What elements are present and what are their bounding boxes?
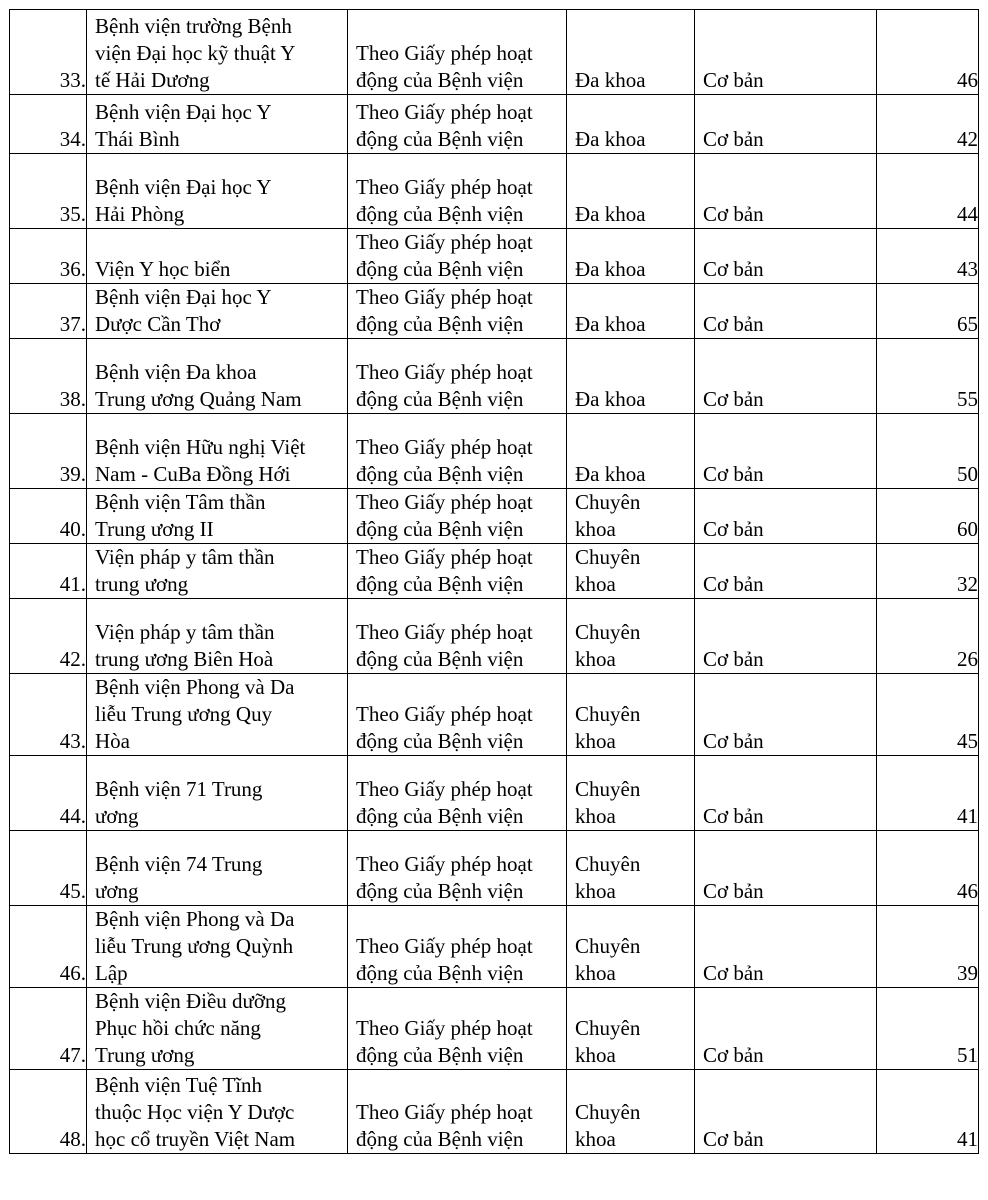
facility-name-line: trung ương Biên Hoà: [95, 647, 274, 671]
facility-name-line: Nam - CuBa Đồng Hới: [95, 462, 291, 486]
facility-type: [567, 95, 695, 154]
row-number: 34.: [10, 95, 87, 154]
facility-type-line: Chuyên: [575, 702, 641, 726]
legal-basis: [348, 489, 567, 544]
facility-name-line: Lập: [95, 961, 128, 985]
facility-type-line: Chuyên: [575, 777, 641, 801]
facility-name-line: Bệnh viện Đa khoa: [95, 360, 257, 384]
legal-basis: [348, 10, 567, 95]
training-level: Cơ bản: [695, 414, 877, 489]
legal-basis: [348, 229, 567, 284]
facility-name-line: Bệnh viện Đại học Y: [95, 285, 272, 309]
facility-name-line: học cổ truyền Việt Nam: [95, 1127, 296, 1151]
facility-name-line: ương: [95, 879, 139, 903]
table-row: [10, 229, 979, 284]
facility-name-line: Hải Phòng: [95, 202, 185, 226]
facility-name-line: Bệnh viện Tuệ Tĩnh: [95, 1073, 263, 1097]
row-number: 48.: [10, 1070, 87, 1154]
legal-basis-line: động của Bệnh viện: [356, 68, 524, 92]
facility-name-line: ương: [95, 804, 139, 828]
table-row: [10, 1070, 979, 1154]
row-number: 46.: [10, 906, 87, 988]
legal-basis-line: Theo Giấy phép hoạt: [356, 1016, 533, 1040]
legal-basis: [348, 284, 567, 339]
table-row: [10, 284, 979, 339]
quota-count: 32: [877, 544, 979, 599]
legal-basis-line: Theo Giấy phép hoạt: [356, 41, 533, 65]
row-number: 36.: [10, 229, 87, 284]
training-level: Cơ bản: [695, 95, 877, 154]
quota-count: 41: [877, 756, 979, 831]
legal-basis-line: động của Bệnh viện: [356, 647, 524, 671]
legal-basis-line: động của Bệnh viện: [356, 257, 524, 281]
legal-basis: [348, 988, 567, 1070]
facility-name-line: Bệnh viện trường Bệnh: [95, 14, 292, 38]
training-level: Cơ bản: [695, 831, 877, 906]
training-level: Cơ bản: [695, 1070, 877, 1154]
quota-count: 60: [877, 489, 979, 544]
legal-basis-line: Theo Giấy phép hoạt: [356, 1100, 533, 1124]
legal-basis-line: Theo Giấy phép hoạt: [356, 100, 533, 124]
row-number: 38.: [10, 339, 87, 414]
facility-name-line: Bệnh viện Tâm thần: [95, 490, 266, 514]
legal-basis: [348, 674, 567, 756]
facility-type-line: Chuyên: [575, 852, 641, 876]
facility-name-line: Bệnh viện Hữu nghị Việt: [95, 435, 306, 459]
legal-basis-line: động của Bệnh viện: [356, 387, 524, 411]
facility-name-line: Bệnh viện Điều dưỡng: [95, 989, 287, 1013]
training-level: Cơ bản: [695, 674, 877, 756]
quota-count: 26: [877, 599, 979, 674]
legal-basis-line: động của Bệnh viện: [356, 804, 524, 828]
table-row: [10, 988, 979, 1070]
facility-type-line: Đa khoa: [575, 202, 646, 226]
legal-basis-line: động của Bệnh viện: [356, 961, 524, 985]
table-row: [10, 10, 979, 95]
legal-basis: [348, 906, 567, 988]
legal-basis-line: động của Bệnh viện: [356, 1127, 524, 1151]
legal-basis-line: Theo Giấy phép hoạt: [356, 777, 533, 801]
facility-name: [87, 906, 348, 988]
facility-name: [87, 756, 348, 831]
facility-type: [567, 1070, 695, 1154]
legal-basis-line: Theo Giấy phép hoạt: [356, 490, 533, 514]
facility-type-line: Đa khoa: [575, 257, 646, 281]
facility-type: [567, 831, 695, 906]
legal-basis: [348, 154, 567, 229]
facility-type-line: Đa khoa: [575, 68, 646, 92]
table-row: [10, 756, 979, 831]
facility-name: [87, 339, 348, 414]
table-row: [10, 414, 979, 489]
quota-count: 45: [877, 674, 979, 756]
row-number: 39.: [10, 414, 87, 489]
legal-basis-line: động của Bệnh viện: [356, 1043, 524, 1067]
training-level: Cơ bản: [695, 229, 877, 284]
row-number: 35.: [10, 154, 87, 229]
hospital-table: [9, 9, 979, 1154]
facility-name-line: Bệnh viện Phong và Da: [95, 907, 295, 931]
facility-name: [87, 414, 348, 489]
legal-basis-line: động của Bệnh viện: [356, 127, 524, 151]
table-row: [10, 154, 979, 229]
training-level: Cơ bản: [695, 988, 877, 1070]
facility-type-line: Chuyên: [575, 490, 641, 514]
training-level: Cơ bản: [695, 10, 877, 95]
legal-basis: [348, 95, 567, 154]
training-level: Cơ bản: [695, 154, 877, 229]
table-row: [10, 831, 979, 906]
legal-basis-line: động của Bệnh viện: [356, 462, 524, 486]
legal-basis-line: Theo Giấy phép hoạt: [356, 545, 533, 569]
legal-basis-line: động của Bệnh viện: [356, 729, 524, 753]
row-number: 43.: [10, 674, 87, 756]
legal-basis-line: Theo Giấy phép hoạt: [356, 435, 533, 459]
legal-basis-line: Theo Giấy phép hoạt: [356, 852, 533, 876]
facility-name: [87, 10, 348, 95]
legal-basis-line: động của Bệnh viện: [356, 202, 524, 226]
facility-type-line: khoa: [575, 1043, 616, 1067]
facility-type-line: Chuyên: [575, 1100, 641, 1124]
facility-name-line: Trung ương II: [95, 517, 214, 541]
facility-type: [567, 988, 695, 1070]
table-row: [10, 544, 979, 599]
facility-name-line: Viện pháp y tâm thần: [95, 545, 275, 569]
facility-name-line: tế Hải Dương: [95, 68, 210, 92]
table-row: [10, 95, 979, 154]
quota-count: 50: [877, 414, 979, 489]
training-level: Cơ bản: [695, 339, 877, 414]
facility-type: [567, 154, 695, 229]
facility-type: [567, 756, 695, 831]
facility-name: [87, 154, 348, 229]
facility-type: [567, 906, 695, 988]
row-number: 45.: [10, 831, 87, 906]
facility-type-line: Chuyên: [575, 620, 641, 644]
quota-count: 44: [877, 154, 979, 229]
facility-type: [567, 339, 695, 414]
facility-name: [87, 599, 348, 674]
facility-type: [567, 414, 695, 489]
facility-type: [567, 599, 695, 674]
legal-basis-line: Theo Giấy phép hoạt: [356, 360, 533, 384]
facility-name-line: Thái Bình: [95, 127, 180, 151]
facility-name: [87, 284, 348, 339]
row-number: 42.: [10, 599, 87, 674]
legal-basis-line: động của Bệnh viện: [356, 572, 524, 596]
facility-name: [87, 229, 348, 284]
table-row: [10, 489, 979, 544]
facility-name-line: Trung ương: [95, 1043, 195, 1067]
legal-basis-line: Theo Giấy phép hoạt: [356, 230, 533, 254]
training-level: Cơ bản: [695, 906, 877, 988]
facility-name-line: Trung ương Quảng Nam: [95, 387, 302, 411]
training-level: Cơ bản: [695, 599, 877, 674]
facility-type-line: Đa khoa: [575, 387, 646, 411]
facility-name: [87, 988, 348, 1070]
facility-name: [87, 95, 348, 154]
facility-type-line: Đa khoa: [575, 462, 646, 486]
facility-name: [87, 544, 348, 599]
row-number: 40.: [10, 489, 87, 544]
facility-type-line: khoa: [575, 647, 616, 671]
legal-basis-line: động của Bệnh viện: [356, 517, 524, 541]
facility-name-line: Bệnh viện Phong và Da: [95, 675, 295, 699]
quota-count: 55: [877, 339, 979, 414]
facility-type-line: khoa: [575, 804, 616, 828]
row-number: 41.: [10, 544, 87, 599]
facility-name-line: thuộc Học viện Y Dược: [95, 1100, 295, 1124]
legal-basis: [348, 831, 567, 906]
facility-name-line: Bệnh viện 71 Trung: [95, 777, 263, 801]
facility-name-line: viện Đại học kỹ thuật Y: [95, 41, 296, 65]
quota-count: 41: [877, 1070, 979, 1154]
facility-type-line: Chuyên: [575, 934, 641, 958]
facility-name: [87, 1070, 348, 1154]
facility-name-line: Hòa: [95, 729, 130, 753]
facility-type: [567, 10, 695, 95]
table-row: [10, 599, 979, 674]
facility-type-line: khoa: [575, 879, 616, 903]
facility-name: [87, 674, 348, 756]
table-row: [10, 339, 979, 414]
training-level: Cơ bản: [695, 756, 877, 831]
facility-type-line: khoa: [575, 961, 616, 985]
row-number: 47.: [10, 988, 87, 1070]
training-level: Cơ bản: [695, 544, 877, 599]
facility-name-line: Dược Cần Thơ: [95, 312, 221, 336]
facility-type-line: Đa khoa: [575, 312, 646, 336]
facility-name-line: Viện pháp y tâm thần: [95, 620, 275, 644]
quota-count: 39: [877, 906, 979, 988]
facility-name-line: liễu Trung ương Quy: [95, 702, 273, 726]
quota-count: 46: [877, 10, 979, 95]
quota-count: 42: [877, 95, 979, 154]
quota-count: 51: [877, 988, 979, 1070]
legal-basis-line: Theo Giấy phép hoạt: [356, 934, 533, 958]
facility-type-line: Chuyên: [575, 1016, 641, 1040]
legal-basis-line: động của Bệnh viện: [356, 879, 524, 903]
row-number: 44.: [10, 756, 87, 831]
table-row: [10, 906, 979, 988]
legal-basis-line: Theo Giấy phép hoạt: [356, 285, 533, 309]
training-level: Cơ bản: [695, 489, 877, 544]
facility-type: [567, 489, 695, 544]
facility-type-line: Đa khoa: [575, 127, 646, 151]
legal-basis-line: Theo Giấy phép hoạt: [356, 620, 533, 644]
legal-basis-line: Theo Giấy phép hoạt: [356, 702, 533, 726]
facility-name-line: Bệnh viện Đại học Y: [95, 175, 272, 199]
table-body: [10, 10, 979, 1154]
facility-name-line: liễu Trung ương Quỳnh: [95, 934, 294, 958]
facility-type-line: khoa: [575, 1127, 616, 1151]
facility-type: [567, 544, 695, 599]
legal-basis: [348, 414, 567, 489]
legal-basis: [348, 1070, 567, 1154]
training-level: Cơ bản: [695, 284, 877, 339]
facility-type: [567, 229, 695, 284]
quota-count: 46: [877, 831, 979, 906]
legal-basis: [348, 339, 567, 414]
facility-type-line: khoa: [575, 517, 616, 541]
facility-type-line: Chuyên: [575, 545, 641, 569]
facility-name-line: Bệnh viện 74 Trung: [95, 852, 263, 876]
facility-name: [87, 489, 348, 544]
facility-name-line: Bệnh viện Đại học Y: [95, 100, 272, 124]
facility-name-line: trung ương: [95, 572, 189, 596]
legal-basis-line: động của Bệnh viện: [356, 312, 524, 336]
legal-basis: [348, 756, 567, 831]
facility-type-line: khoa: [575, 572, 616, 596]
legal-basis: [348, 544, 567, 599]
facility-type: [567, 284, 695, 339]
facility-type-line: khoa: [575, 729, 616, 753]
legal-basis: [348, 599, 567, 674]
facility-type: [567, 674, 695, 756]
row-number: 37.: [10, 284, 87, 339]
quota-count: 43: [877, 229, 979, 284]
facility-name-line: Viện Y học biển: [95, 257, 231, 281]
legal-basis-line: Theo Giấy phép hoạt: [356, 175, 533, 199]
quota-count: 65: [877, 284, 979, 339]
row-number: 33.: [10, 10, 87, 95]
facility-name: [87, 831, 348, 906]
table-row: [10, 674, 979, 756]
facility-name-line: Phục hồi chức năng: [95, 1016, 261, 1040]
